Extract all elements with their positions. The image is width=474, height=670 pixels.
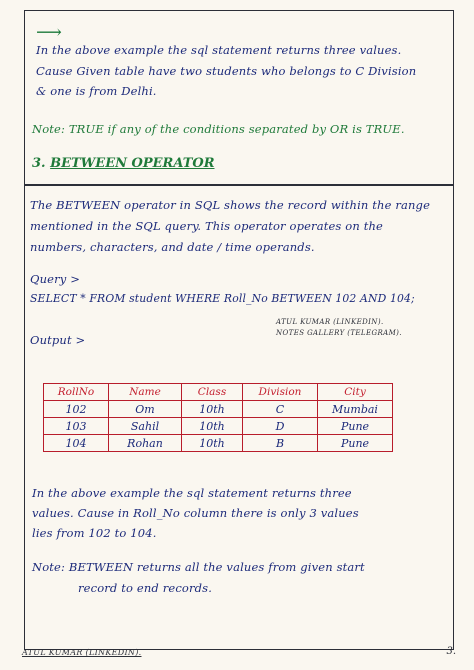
cell-rollno: 103: [44, 418, 109, 435]
table-row: [44, 401, 393, 418]
section-heading: [32, 156, 215, 171]
table-header-row: [44, 384, 393, 401]
query-sql: SELECT * FROM student WHERE Roll_No BETWEEN 102 AND 104;: [30, 292, 415, 305]
note-between-line-1: Note: BETWEEN returns all the values from given start: [32, 560, 365, 574]
cell-rollno: 104: [44, 435, 109, 452]
section-divider: [24, 184, 454, 186]
table-row: [44, 435, 393, 452]
cell-class: 10th: [182, 435, 243, 452]
section-title: BETWEEN OPERATOR: [50, 156, 215, 171]
conclusion-line-1: In the above example the sql statement returns three: [32, 486, 352, 500]
header-class: Class: [182, 384, 243, 401]
note-between-line-2: record to end records.: [78, 581, 212, 595]
cell-city: Pune: [318, 418, 393, 435]
conclusion-line-2: values. Cause in Roll_No column there is only 3 values: [32, 506, 359, 520]
cell-division: B: [243, 435, 318, 452]
credit-telegram: NOTES GALLERY (TELEGRAM).: [276, 329, 402, 337]
cell-city: Mumbai: [318, 401, 393, 418]
page-border-top: [24, 10, 454, 11]
intro-line-1: In the above example the sql statement returns three values.: [36, 43, 402, 57]
footer-credit: ATUL KUMAR (LINKEDIN).: [22, 648, 142, 657]
table-row: [44, 418, 393, 435]
header-name: Name: [109, 384, 182, 401]
description-line-3: numbers, characters, and date / time operands.: [30, 240, 315, 254]
output-label: Output >: [30, 333, 86, 347]
description-line-1: The BETWEEN operator in SQL shows the record within the range: [30, 198, 431, 212]
page-border-left: [24, 10, 25, 650]
cell-rollno: 102: [44, 401, 109, 418]
page-border-right: [453, 10, 454, 650]
cell-city: Pune: [318, 435, 393, 452]
intro-line-3: & one is from Delhi.: [36, 84, 157, 98]
cell-name: Om: [109, 401, 182, 418]
header-city: City: [318, 384, 393, 401]
page-number: 3.: [446, 646, 456, 657]
cell-name: Sahil: [109, 418, 182, 435]
note-or: Note: TRUE if any of the conditions separated by OR is TRUE.: [32, 122, 405, 136]
intro-line-2: Cause Given table have two students who belongs to C Division: [36, 64, 417, 78]
description-line-2: mentioned in the SQL query. This operator operates on the: [30, 219, 383, 233]
student-table: [43, 383, 393, 452]
cell-name: Rohan: [109, 435, 182, 452]
section-number: 3.: [32, 156, 46, 171]
header-rollno: RollNo: [44, 384, 109, 401]
arrow-right-icon: ⟶: [36, 22, 62, 43]
cell-class: 10th: [182, 401, 243, 418]
credit-linkedin: ATUL KUMAR (LINKEDIN).: [276, 318, 384, 326]
cell-division: D: [243, 418, 318, 435]
header-division: Division: [243, 384, 318, 401]
query-label: Query >: [30, 272, 80, 286]
conclusion-line-3: lies from 102 to 104.: [32, 526, 157, 540]
cell-class: 10th: [182, 418, 243, 435]
cell-division: C: [243, 401, 318, 418]
